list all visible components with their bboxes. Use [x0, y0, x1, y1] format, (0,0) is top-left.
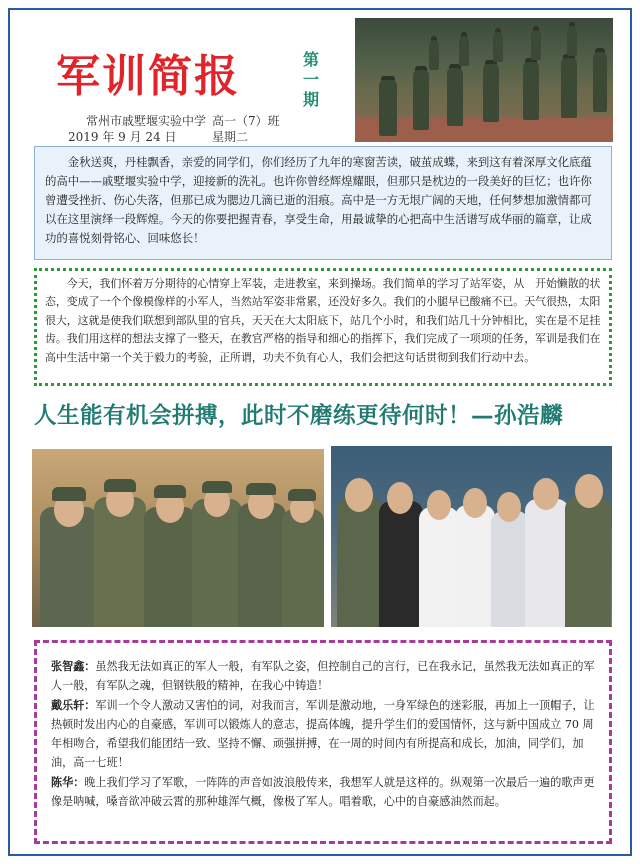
issue-number: 第一期 [302, 50, 319, 109]
comment-author: 张智鑫： [51, 660, 96, 673]
intro-box: 金秋送爽，丹桂飘香，亲爱的同学们，你们经历了九年的寒窗苦读，破茧成蝶，来到这有着深厚文化底蕴的高中——戚墅堰实验中学，迎接新的洗礼。也许你曾经辉煌耀眼，但那只是枕边的一段美好的巨忆；也许你曾遭受挫折、伤心失落，但那已成为腮边几滴已逝的泪痕。高中是一方无垠广阔的天地，任何梦想加激情都可以在这里演绎一段辉煌。今天的你要把握青春，享受生命，用最诚挚的心把高中生活谱写成华丽的篇章，让成功的喜悦刻骨铭心、回味悠长！ [34, 146, 612, 260]
issue-weekday: 星期二 [212, 130, 249, 144]
saluting-photo [32, 449, 324, 627]
class-name: 高一（7）班 [212, 114, 280, 128]
training-story-box: 今天，我们怀着万分期待的心情穿上军装，走进教室，来到操场。我们简单的学习了站军姿，从 开始懒散的状态，变成了一个个像模像样的小军人，当然站军姿非常累，还没好多久。我们的小腿早已酸痛不已。天气很热，太阳很大，这就是使我们联想到部队里的官兵，天天在大太阳底下，站几个小时，和我们站几十分钟相比，实在是不足挂齿。我们用这样的想法支撑了一整天，在教官严格的指导和细心的指挥下，我们完成了一项项的任务，军训是我们在高中生活中第一个关于毅力的考验，正所谓，功夫不负有心人，我们会把这句话贯彻到我们行动中去。 [34, 268, 612, 386]
comment-author: 戴乐轩： [51, 698, 96, 712]
school-name: 常州市戚墅堰实验中学 [86, 114, 207, 128]
comment-item [51, 657, 595, 696]
student-comments-box [34, 640, 612, 844]
comment-item [51, 696, 595, 773]
comment-author: 陈华： [51, 775, 85, 789]
comment-item [51, 773, 595, 812]
comment-text: 军训一个令人激动又害怕的词，对我而言，军训是激动地，一身军绿色的迷彩服，再加上一顶帽子，让热顿时发出内心的自豪感，军训可以锻炼人的意志，提高体魄，提升学生们的爱国情怀，这与新中国成立 70 周年相吻合，希望我们能团结一致、坚持不懈、顽强拼搏，在一周的时间内有所提高和成长，加油，同学们，加油，高一七班！ [51, 698, 595, 770]
marching-photo [355, 18, 613, 142]
group-photo [331, 446, 612, 627]
comment-text: 晚上我们学习了军歌，一阵阵的声音如波浪般传来，我想军人就是这样的。纵观第一次最后一遍的歌声更像是呐喊，嗓音欲冲破云霄的那种雄浑气概，像极了军人。唱着歌，心中的自豪感油然而起。 [51, 775, 595, 809]
issue-date: 2019 年 9 月 24 日 [68, 130, 177, 144]
quote-headline: 人生能有机会拼搏，此时不磨练更待何时！—孙浩麟 [34, 403, 564, 429]
newsletter-title: 军训简报 [56, 51, 240, 102]
comment-text: 虽然我无法如真正的军人一般，有军队之姿，但控制自己的言行，已在我永记，虽然我无法如真正的军人一般，有军队之魂，但钢铁般的精神，在我心中铸造！ [51, 660, 595, 693]
